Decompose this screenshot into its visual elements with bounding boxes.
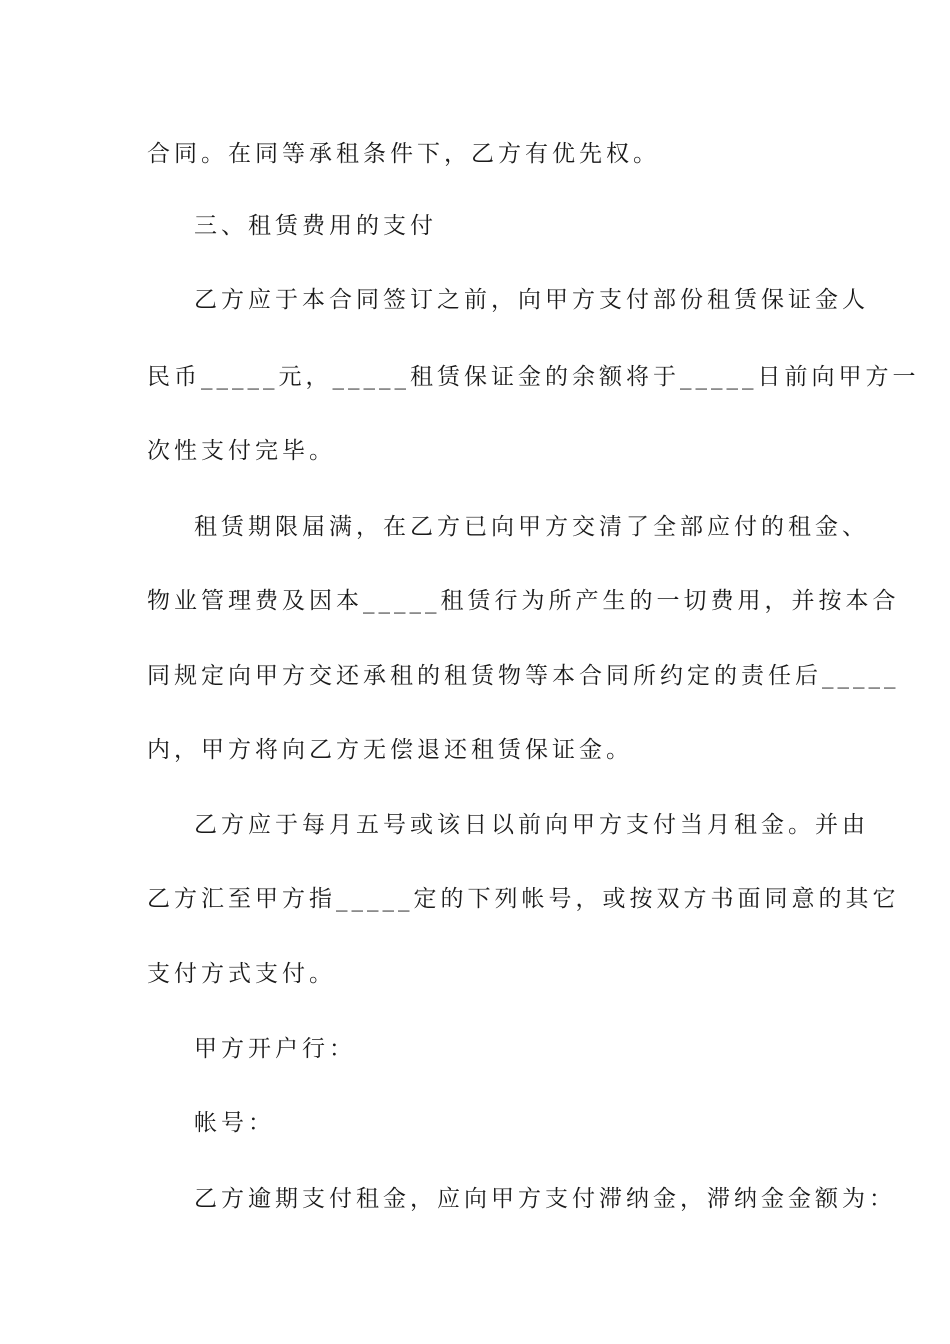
text-line-11: 乙方汇至甲方指_____定的下列帐号，或按双方书面同意的其它 <box>147 886 900 912</box>
text-line-12: 支付方式支付。 <box>147 961 336 987</box>
text-line-6: 租赁期限届满，在乙方已向甲方交清了全部应付的租金、 <box>194 514 869 540</box>
bank-label: 甲方开户行： <box>194 1036 356 1062</box>
text-line-3: 乙方应于本合同签订之前，向甲方支付部份租赁保证金人 <box>194 287 869 313</box>
text-line-5: 次性支付完毕。 <box>147 438 336 464</box>
text-line-1: 合同。在同等承租条件下，乙方有优先权。 <box>147 141 660 167</box>
account-label: 帐号： <box>194 1110 275 1136</box>
text-line-4: 民币_____元，_____租赁保证金的余额将于_____日前向甲方一 <box>147 364 920 390</box>
text-line-10: 乙方应于每月五号或该日以前向甲方支付当月租金。并由 <box>194 812 869 838</box>
text-line-9: 内，甲方将向乙方无偿退还租赁保证金。 <box>147 737 633 763</box>
text-line-15: 乙方逾期支付租金，应向甲方支付滞纳金，滞纳金金额为： <box>194 1186 896 1212</box>
text-line-7: 物业管理费及因本_____租赁行为所产生的一切费用，并按本合 <box>147 588 900 614</box>
section-heading: 三、租赁费用的支付 <box>194 213 437 239</box>
text-line-8: 同规定向甲方交还承租的租赁物等本合同所约定的责任后_____ <box>147 663 900 689</box>
